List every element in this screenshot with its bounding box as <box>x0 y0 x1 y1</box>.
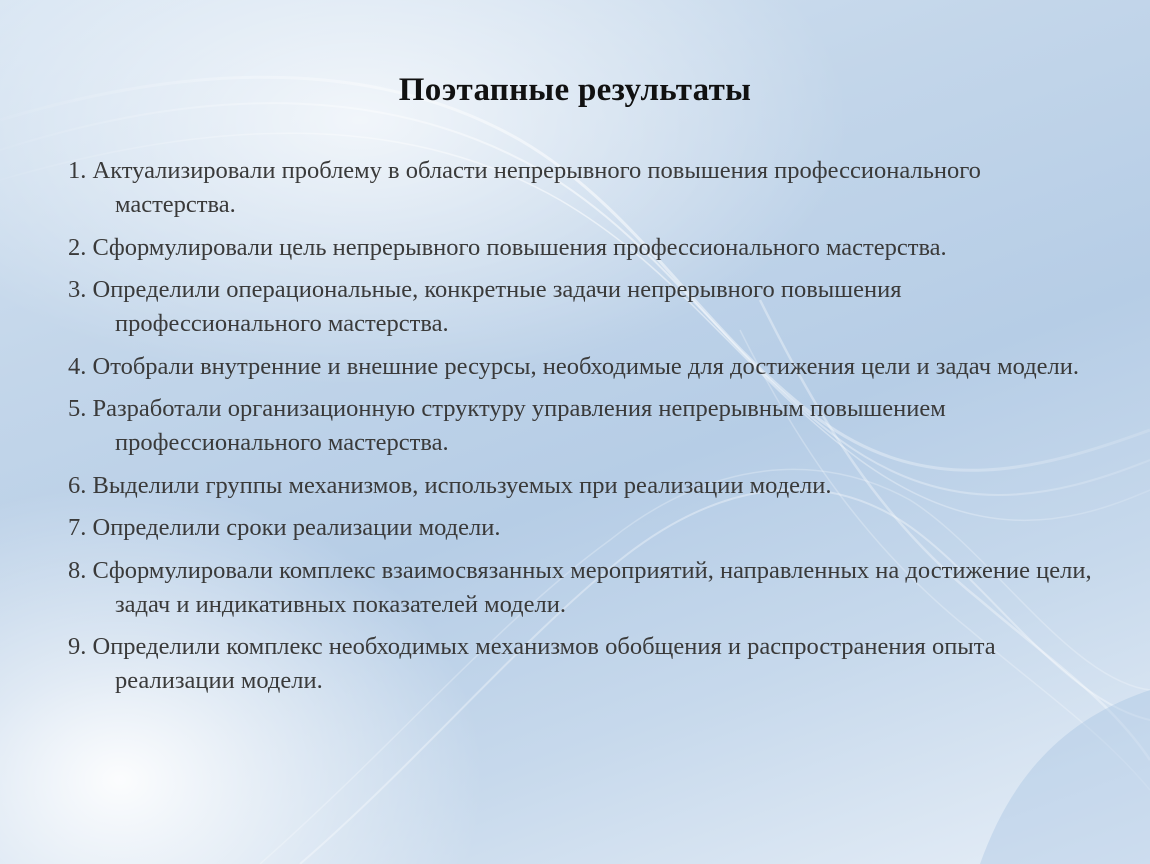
list-item: 8. Сформулировали комплекс взаимосвязанных мероприятий, направленных на достижение цели, задач и индикативных показателей модели. <box>68 556 1092 618</box>
list-item: 9. Определили комплекс необходимых механизмов обобщения и распространения опыта реализации модели. <box>68 633 996 694</box>
list-item: 1. Актуализировали проблему в области непрерывного повышения профессионального мастерства. <box>68 157 981 218</box>
slide-title: Поэтапные результаты <box>398 72 752 108</box>
list-item: 3. Определили операциональные, конкретные задачи непрерывного повышения профессионального мастерства. <box>68 276 902 337</box>
list-item: 5. Разработали организационную структуру управления непрерывным повышением профессионального мастерства. <box>68 395 946 456</box>
list-item: 7. Определили сроки реализации модели. <box>68 514 501 541</box>
list-item: 6. Выделили группы механизмов, используемых при реализации модели. <box>68 471 832 499</box>
results-list <box>68 154 1098 707</box>
list-item: 4. Отобрали внутренние и внешние ресурсы, необходимые для достижения цели и задач модели. <box>68 352 1079 380</box>
list-item: 2. Сформулировали цель непрерывного повышения профессионального мастерства. <box>68 233 947 261</box>
